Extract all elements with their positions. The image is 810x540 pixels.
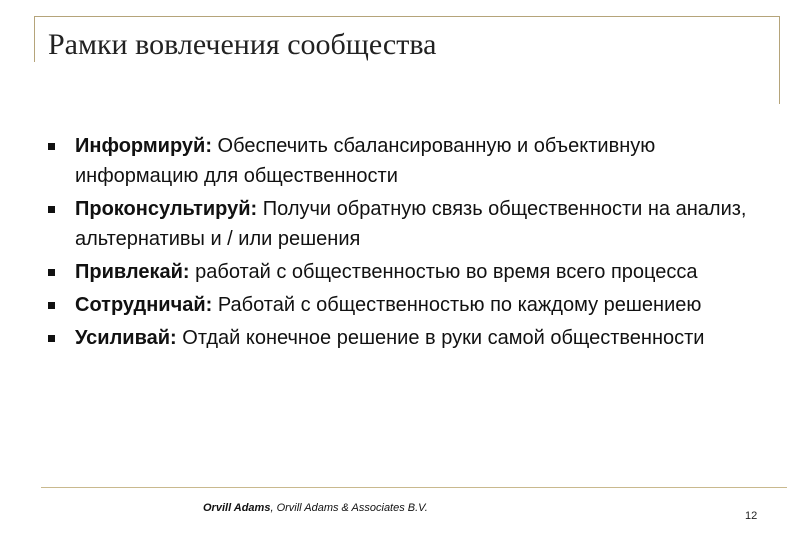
square-bullet-icon bbox=[48, 143, 55, 150]
bullet-item-involve bbox=[48, 257, 758, 287]
bullet-item-consult bbox=[48, 194, 758, 254]
bullet-text: Работай с общественностью по каждому решениею bbox=[217, 294, 702, 316]
frame-left-line bbox=[34, 16, 35, 62]
bullet-term: Информируй: bbox=[75, 135, 212, 157]
footer-author bbox=[203, 502, 428, 514]
footer-divider bbox=[41, 487, 787, 488]
square-bullet-icon bbox=[48, 206, 55, 213]
bullet-term: Проконсультируй: bbox=[75, 198, 258, 220]
square-bullet-icon bbox=[48, 302, 55, 309]
square-bullet-icon bbox=[48, 269, 55, 276]
slide-title: Рамки вовлечения сообщества bbox=[48, 28, 437, 61]
bullet-term: Сотрудничай: bbox=[75, 294, 213, 316]
bullet-item-empower bbox=[48, 323, 758, 353]
frame-top-line bbox=[34, 16, 780, 17]
bullet-text: Отдай конечное решение в руки самой общественности bbox=[182, 327, 705, 349]
bullet-term: Привлекай: bbox=[75, 261, 190, 283]
frame-right-line bbox=[779, 16, 780, 104]
bullet-item-inform bbox=[48, 131, 758, 191]
bullet-text: Обеспечить сбалансированную и объективную информацию для общественности bbox=[75, 135, 656, 187]
author-name: Orvill Adams bbox=[203, 502, 271, 514]
author-organization: , Orvill Adams & Associates B.V. bbox=[270, 502, 428, 514]
bullet-text: работай с общественностью во время всего процесса bbox=[195, 261, 698, 283]
page-number: 12 bbox=[745, 510, 758, 522]
bullet-text: Получи обратную связь общественности на анализ, альтернативы и / или решения bbox=[75, 198, 747, 250]
bullet-term: Усиливай: bbox=[75, 327, 177, 349]
square-bullet-icon bbox=[48, 335, 55, 342]
bullet-list bbox=[48, 131, 758, 356]
bullet-item-collaborate bbox=[48, 290, 758, 320]
